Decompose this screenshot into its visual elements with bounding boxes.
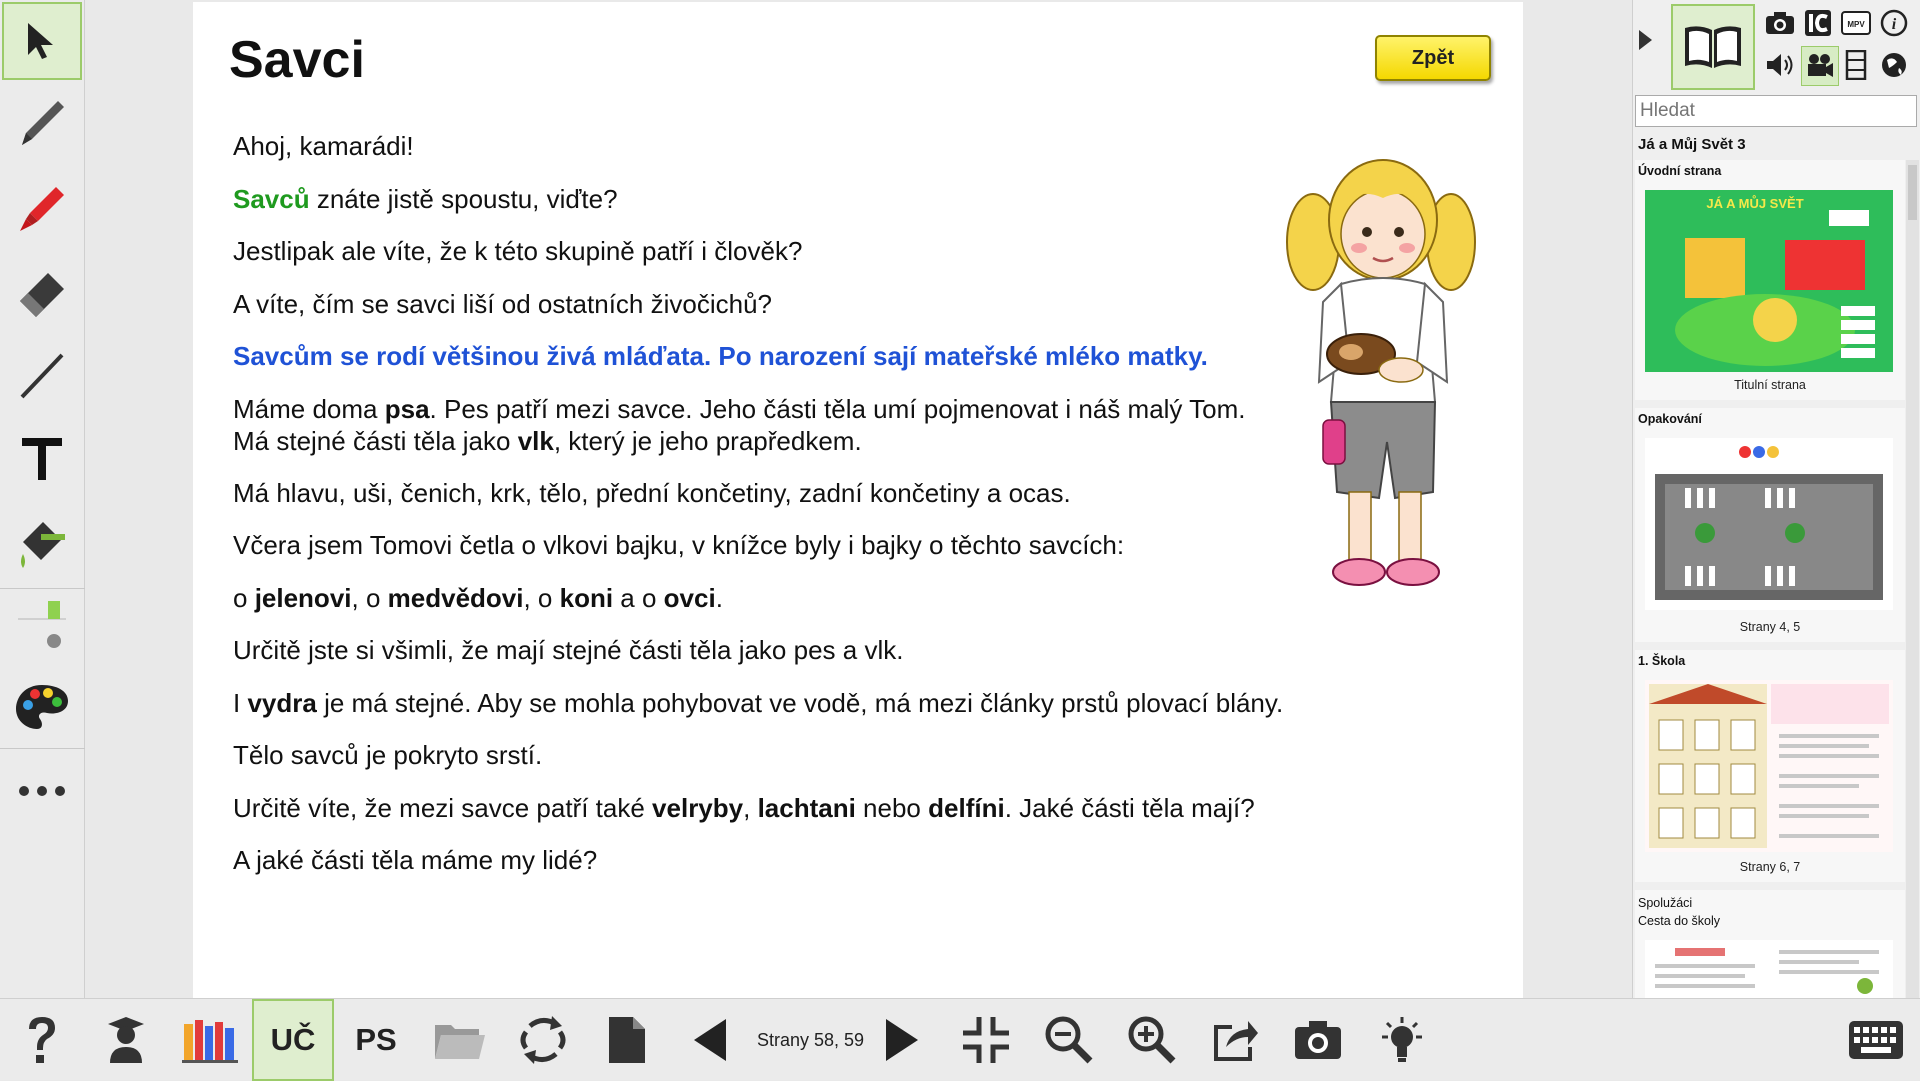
key-fact-paragraph: Savcům se rodí většinou živá mláďata. Po narození sají mateřské mléko matky. — [233, 341, 1208, 371]
thumbnail-pages-6-7[interactable] — [1645, 680, 1893, 852]
highlight-word: Savců — [233, 183, 310, 214]
section-heading: Opakování — [1638, 412, 1702, 426]
page-indicator: Strany 58, 59 — [756, 1029, 865, 1050]
paragraph: Máme doma psa. Pes patří mezi savce. Jeho části těla umí pojmenovat i náš malý Tom. Má stejné části těla jako vlk, který je jeho prapředkem. — [233, 393, 1246, 456]
thumbnail-caption: Titulní strana — [1734, 378, 1806, 392]
info-icon[interactable] — [1877, 6, 1911, 40]
screenshot-button[interactable] — [1278, 999, 1358, 1081]
mpv-icon[interactable] — [1839, 6, 1873, 40]
classmates-thumbnail-image — [1645, 940, 1893, 998]
red-marker-icon — [14, 179, 70, 235]
uc-label: UČ — [270, 1022, 316, 1057]
paragraph: Má hlavu, uši, čenich, krk, tělo, přední končetiny, zadní končetiny a ocas. — [233, 477, 1071, 508]
spotlight-button[interactable] — [1362, 999, 1442, 1081]
toolbar-divider — [0, 588, 85, 589]
marker-tool-button[interactable] — [2, 168, 82, 246]
open-book-icon — [1681, 22, 1745, 72]
film-icon[interactable] — [1839, 48, 1873, 82]
girl-with-guinea-pig-illustration — [1283, 152, 1483, 612]
keyboard-button[interactable] — [1836, 999, 1916, 1081]
right-sidebar — [1632, 0, 1920, 998]
books-icon — [180, 1016, 240, 1064]
refresh-button[interactable] — [503, 999, 583, 1081]
search-input[interactable] — [1635, 95, 1917, 127]
open-folder-button[interactable] — [420, 999, 500, 1081]
zoom-in-icon — [1127, 1015, 1177, 1065]
section-classmates[interactable] — [1635, 890, 1905, 998]
camera-icon — [1293, 1019, 1343, 1061]
zoom-out-icon — [1044, 1015, 1094, 1065]
scrollbar-thumb[interactable] — [1908, 165, 1917, 220]
eraser-icon — [14, 263, 70, 319]
next-page-button[interactable] — [862, 999, 942, 1081]
lesson-text — [233, 130, 1383, 897]
thumbnail-caption: Strany 4, 5 — [1739, 620, 1801, 634]
section-review[interactable] — [1635, 408, 1905, 642]
school-thumbnail-image — [1645, 680, 1893, 852]
zoom-in-button[interactable] — [1112, 999, 1192, 1081]
ic-icon[interactable] — [1801, 6, 1835, 40]
section-school[interactable] — [1635, 650, 1905, 882]
folder-icon — [433, 1019, 487, 1061]
share-button[interactable] — [1195, 999, 1275, 1081]
line-icon — [14, 347, 70, 403]
uc-button[interactable] — [252, 999, 334, 1081]
share-icon — [1210, 1017, 1260, 1063]
pencil-icon — [14, 95, 70, 151]
eraser-tool-button[interactable] — [2, 252, 82, 330]
section-title-page[interactable] — [1635, 160, 1905, 400]
thumbnail-title-page[interactable] — [1645, 190, 1893, 372]
line-tool-button[interactable] — [2, 336, 82, 414]
paragraph: Včera jsem Tomovi četla o vlkovi bajku, v knížce byly i bajky o těchto savcích: — [233, 530, 1125, 560]
video-camera-icon[interactable] — [1801, 46, 1839, 86]
paragraph: I vydra je má stejné. Aby se mohla pohybovat ve vodě, má mezi články prstů plovací blány. — [233, 687, 1284, 718]
left-toolbar — [0, 0, 85, 998]
lightbulb-icon — [1376, 1015, 1428, 1065]
svg-text:MPV: MPV — [1847, 20, 1865, 29]
teacher-button[interactable] — [86, 999, 166, 1081]
page-button[interactable] — [587, 999, 667, 1081]
compress-icon — [961, 1015, 1011, 1065]
paragraph: Ahoj, kamarádi! — [233, 131, 414, 161]
globe-icon[interactable] — [1877, 48, 1911, 82]
palette-icon — [13, 681, 71, 733]
toolbar-divider — [0, 748, 85, 749]
paragraph: Určitě jste si všimli, že mají stejné části těla jako pes a vlk. — [233, 635, 904, 665]
paragraph: Savců znáte jistě spoustu, viďte? — [233, 183, 618, 214]
page-thumbnail-list[interactable] — [1635, 160, 1905, 998]
refresh-icon — [518, 1012, 568, 1068]
help-button[interactable] — [2, 999, 82, 1081]
svg-text:i: i — [1891, 16, 1897, 33]
question-mark-icon — [25, 1015, 59, 1065]
select-tool-button[interactable] — [2, 2, 82, 80]
text-tool-button[interactable] — [2, 420, 82, 498]
pencil-tool-button[interactable] — [2, 84, 82, 162]
cover-title-text: JÁ A MŮJ SVĚT — [1706, 196, 1804, 211]
arrow-left-icon — [690, 1017, 730, 1063]
zoom-out-button[interactable] — [1029, 999, 1109, 1081]
ps-label: PS — [355, 1022, 397, 1057]
section-subheading: Cesta do školy — [1638, 914, 1720, 928]
book-button[interactable] — [1671, 4, 1755, 90]
exit-fullscreen-button[interactable] — [946, 999, 1026, 1081]
paragraph: Jestlipak ale víte, že k této skupině patří i člověk? — [233, 236, 803, 266]
size-slider[interactable] — [2, 592, 82, 662]
keyboard-icon — [1847, 1019, 1905, 1061]
collapse-arrow-icon[interactable] — [1639, 30, 1652, 50]
thumbnail-pages-4-5[interactable] — [1645, 438, 1893, 610]
book-title: Já a Můj Svět 3 — [1638, 136, 1746, 153]
paint-bucket-icon — [13, 514, 71, 572]
page-title: Savci — [229, 31, 365, 89]
camera-icon[interactable] — [1763, 6, 1797, 40]
thumbnail-next[interactable] — [1645, 940, 1893, 998]
cover-thumbnail-image — [1645, 190, 1893, 372]
section-heading: Úvodní strana — [1638, 164, 1722, 178]
section-heading: 1. Škola — [1638, 654, 1686, 668]
ps-button[interactable] — [336, 999, 416, 1081]
back-button[interactable]: Zpět — [1375, 35, 1491, 81]
text-t-icon — [18, 434, 66, 484]
document-icon — [607, 1015, 647, 1065]
fill-tool-button[interactable] — [2, 504, 82, 582]
previous-page-button[interactable] — [670, 999, 750, 1081]
library-button[interactable] — [170, 999, 250, 1081]
bottom-toolbar — [0, 998, 1920, 1080]
thumbnail-caption: Strany 6, 7 — [1739, 860, 1801, 874]
paragraph: o jelenovi, o medvědovi, o koni a o ovci. — [233, 582, 723, 613]
textbook-page — [193, 2, 1523, 998]
review-thumbnail-image — [1645, 438, 1893, 610]
section-heading: Spolužáci — [1638, 896, 1693, 910]
size-slider-icon — [14, 597, 70, 657]
teacher-icon — [104, 1015, 148, 1065]
paragraph: Určitě víte, že mezi savce patří také velryby, lachtani nebo delfíni. Jaké části těla mají? — [233, 792, 1255, 823]
color-palette-button[interactable] — [2, 668, 82, 746]
paragraph: Tělo savců je pokryto srstí. — [233, 740, 543, 770]
paragraph: A jaké části těla máme my lidé? — [233, 845, 598, 875]
cursor-arrow-icon — [20, 19, 64, 63]
arrow-right-icon — [882, 1017, 922, 1063]
more-options-button[interactable] — [2, 752, 82, 830]
speaker-icon[interactable] — [1763, 48, 1797, 82]
paragraph: A víte, čím se savci liší od ostatních živočichů? — [233, 288, 773, 319]
thumbnail-scrollbar[interactable] — [1906, 160, 1919, 998]
more-dots-icon — [17, 784, 67, 798]
